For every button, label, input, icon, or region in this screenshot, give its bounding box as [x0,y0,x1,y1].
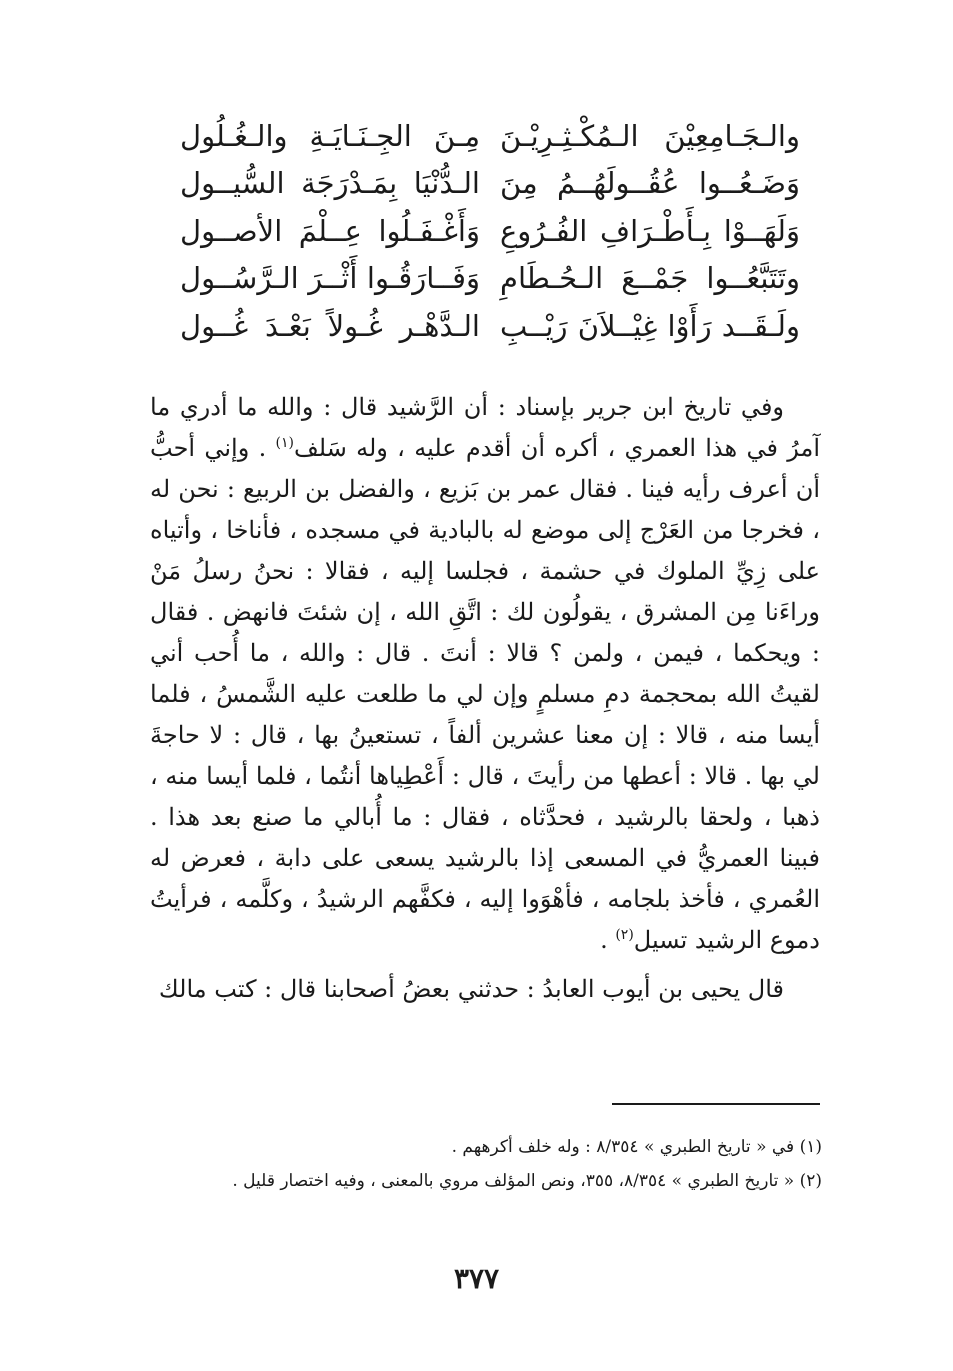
verse-first-hemistich: وتَتَبَّعُــوا جَمْــعَ الـحُـطَامِ [500,261,800,296]
paragraph-text: . وإني أحبُّ أن أعرف رأيه فينا . فقال عمر بن بَزيع ، والفضل بن الربيع : نحن له ، فخرجا من العَرْج إلى موضع له بالبادية في مسجده ، فأناخا ، وأتياه على زِيِّ الملوك في حشمة ، فجلسا إليه ، فقالا : نحنُ رسلُ مَنْ وراءَنا مِن المشرق ، يقولُون لك : اتَّقِ الله ، إن شئتَ فانهض . فقال : ويحكما ، فيمن ، ولمن ؟ قالا : أنتَ . قال : والله ، ما أُحب أني لقيتُ الله بمحجمة دمِ مسلمٍ وإن لي ما طلعت عليه الشَّمسُ ، فلما أيسا منه ، قالا : إن معنا عشرين ألفاً ، تستعينُ بها ، قال : لا حاجةَ لي بها . قالا : أعطها من رأيتَ ، قال : أَعْطِياها أنتُما ، فلما أيسا منه ، ذهبا ، ولحقا بالرشيد ، فحدَّثاه ، فقال : ما أُبالي ما صنع بعد هذا . فبينا العمريُّ في المسعى إذا بالرشيد يسعى على دابة ، فعرض له العُمري ، فأخذ بلجامه ، فأهْوَوا إليه ، فكفَّهم الرشيدُ ، وكلَّمه ، فرأيتُ دموع الرشيد تسيل [150,434,820,954]
verse-first-hemistich: وَلَهَــوْا بِـأَطْـرَافِ الفُـرُوعِ [500,213,800,248]
footnotes [150,1130,822,1198]
body-text [150,387,820,1010]
verse-second-hemistich: وَأَغْـفَـلُوا عِــلْمَ الأصــول [180,213,480,248]
verse-first-hemistich: والـجَـامِعِيْنَ الـمُكْـثِـرِيْـنَ [500,118,800,153]
paragraph-text: . [600,926,616,954]
footnote-2: (٢) « تاريخ الطبري » ٨/٣٥٤، ٣٥٥، ونص المؤلف مروي بالمعنى ، وفيه اختصار قليل . [232,1171,822,1191]
paragraph-text: وفي تاريخ ابن جرير بإسناد : أن الرَّشيد قال : والله ما أدري ما آمرُ في هذا العمري ، أكره أن أقدم عليه ، وله سَلف [150,393,820,462]
poem-block [180,112,800,350]
footnote-1: (١) في « تاريخ الطبري » ٨/٣٥٤ : وله خلف أكرههم . [451,1137,822,1157]
verse-second-hemistich: الـدُّنْيَا بِمَـدْرَجَة السُّيــول [180,166,480,201]
poem-verse [180,255,800,303]
verse-second-hemistich: وَفَــارَقُـوا أَثْــرَ الـرَّسُــول [180,261,480,296]
page-number: ٣٧٧ [453,1262,500,1295]
poem-verse [180,207,800,255]
footnote-marker-2: (٢) [615,927,634,943]
verse-first-hemistich: وَضَـعُــوا عُقُــولَهُــمُ مِنَ [500,166,800,201]
footnote-marker-1: (١) [275,435,294,451]
poem-verse [180,160,800,208]
paragraph-yahya: قال يحيى بن أيوب العابدُ : حدثني بعضُ أصحابنا قال : كتب مالك [158,975,784,1003]
poem-verse [180,112,800,160]
verse-second-hemistich: الـدَّهْـر غُـولاً بَعْـدَ غُــول [180,308,480,343]
paragraph-tabari-narration [150,387,820,961]
poem-verse [180,302,800,350]
verse-first-hemistich: ولَـقَــد رَأَوْا غِيْــلاَنَ رَيْــبِ [500,308,800,343]
verse-second-hemistich: مِـنَ الجِـنَـايَـةِ والـغُـلُول [180,118,480,153]
footnote-separator [612,1103,820,1105]
